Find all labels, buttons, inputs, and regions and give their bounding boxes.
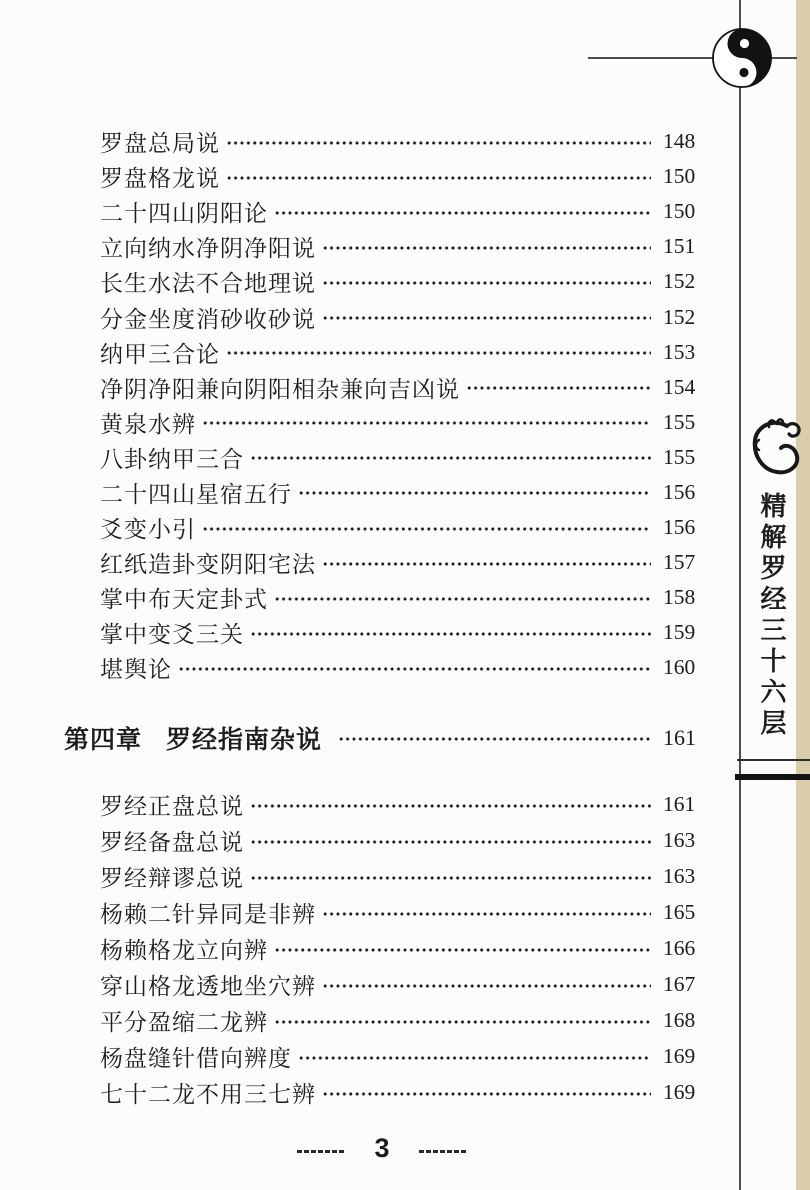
chapter-name: 罗经指南杂说 (166, 726, 323, 754)
dot-leader (250, 867, 651, 889)
toc-entry-row (64, 159, 705, 194)
toc-entry-row (64, 194, 705, 229)
toc-entry-row (64, 580, 705, 615)
toc-entry-row (64, 335, 705, 370)
dot-leader (226, 342, 651, 364)
dot-leader (338, 728, 651, 750)
dot-leader (466, 377, 651, 399)
toc-entry-page: 169 (663, 1044, 696, 1068)
toc-entry-title: 罗经备盘总说 (100, 830, 244, 855)
toc-entry-page: 169 (663, 1080, 696, 1104)
toc-entry-row (64, 1003, 705, 1039)
yinyang-icon (711, 27, 773, 94)
toc-entry-page: 153 (663, 339, 696, 364)
toc-entry-page: 161 (663, 792, 696, 816)
toc-entry-title: 七十二龙不用三七辨 (100, 1082, 316, 1107)
sidebar-thick-rule (735, 774, 810, 780)
dot-leader (202, 518, 651, 540)
toc-entry-page: 158 (663, 585, 696, 610)
toc-entry-page: 155 (663, 444, 696, 469)
toc-entry-title: 红纸造卦变阴阳宅法 (100, 552, 316, 578)
toc-entry-page: 159 (663, 620, 696, 645)
footer-dash-right (419, 1150, 467, 1153)
toc-entry-row (64, 787, 705, 823)
book-title-vertical: 精解罗经三十六层 (757, 492, 786, 740)
page-number: 3 (374, 1132, 390, 1163)
toc-entry-row (64, 931, 705, 967)
toc-entry-row (64, 299, 705, 334)
chapter-heading-row (64, 716, 705, 760)
toc-entry-title: 杨盘缝针借向辨度 (100, 1046, 292, 1071)
dot-leader (226, 167, 651, 189)
toc-entry-row (64, 510, 705, 545)
toc-entry-page: 156 (663, 479, 696, 504)
dragon-ornament-icon (749, 416, 803, 485)
dot-leader (250, 447, 651, 469)
dot-leader (322, 903, 651, 925)
toc-entry-title: 爻变小引 (100, 517, 196, 543)
toc-entry-page: 148 (663, 129, 696, 154)
toc-entry-title: 罗经正盘总说 (100, 794, 244, 819)
toc-entry-row (64, 264, 705, 299)
dot-leader (226, 132, 651, 154)
book-edge-strip (796, 0, 810, 1190)
toc-entry-title: 净阴净阳兼向阴阳相杂兼向吉凶说 (100, 376, 460, 402)
toc-entry-title: 罗盘总局说 (100, 131, 220, 157)
toc-entry-page: 168 (663, 1008, 696, 1032)
toc-entry-page: 151 (663, 234, 696, 259)
toc-section-1 (64, 124, 705, 686)
toc-entry-row (64, 859, 705, 895)
toc-entry-title: 穿山格龙透地坐穴辨 (100, 974, 316, 999)
toc-entry-page: 167 (663, 972, 696, 996)
toc-entry-row (64, 1075, 705, 1111)
toc-entry-row (64, 405, 705, 440)
toc-entry-title: 平分盈缩二龙辨 (100, 1010, 268, 1035)
toc-entry-page: 163 (663, 828, 696, 852)
toc-entry-title: 罗经辩谬总说 (100, 866, 244, 891)
toc-entry-row (64, 650, 705, 685)
toc-entry-row (64, 545, 705, 580)
toc-entry-row (64, 124, 705, 159)
table-of-contents (64, 124, 705, 1111)
chapter-page-number: 161 (663, 724, 696, 750)
toc-entry-title: 掌中变爻三关 (100, 622, 244, 648)
sidebar-thin-rule (737, 759, 810, 761)
dot-leader (322, 307, 651, 329)
toc-entry-page: 163 (663, 864, 696, 888)
toc-entry-page: 155 (663, 409, 696, 434)
toc-section-2 (64, 787, 705, 1111)
chapter-label: 第四章 (64, 726, 143, 754)
toc-entry-title: 杨赖二针异同是非辨 (100, 902, 316, 927)
toc-entry-row (64, 440, 705, 475)
dot-leader (274, 202, 651, 224)
toc-entry-page: 160 (663, 655, 696, 680)
toc-entry-row (64, 1039, 705, 1075)
toc-entry-title: 分金坐度消砂收砂说 (100, 306, 316, 332)
toc-entry-page: 166 (663, 936, 696, 960)
toc-entry-title: 八卦纳甲三合 (100, 446, 244, 472)
toc-entry-page: 156 (663, 515, 696, 540)
vertical-rule (739, 0, 741, 1190)
toc-entry-row (64, 895, 705, 931)
page-footer (297, 1132, 467, 1164)
toc-entry-title: 二十四山星宿五行 (100, 481, 292, 507)
dot-leader (322, 975, 651, 997)
footer-dash-left (297, 1150, 345, 1153)
toc-entry-title: 二十四山阴阳论 (100, 201, 268, 227)
toc-entry-page: 150 (663, 199, 696, 224)
dot-leader (250, 831, 651, 853)
dot-leader (298, 1047, 651, 1069)
toc-entry-page: 152 (663, 304, 696, 329)
toc-entry-row (64, 229, 705, 264)
toc-entry-page: 154 (663, 374, 696, 399)
toc-entry-page: 157 (663, 550, 696, 575)
toc-entry-row (64, 823, 705, 859)
toc-entry-row (64, 370, 705, 405)
toc-entry-title: 堪舆论 (100, 657, 172, 683)
toc-entry-page: 165 (663, 900, 696, 924)
toc-entry-title: 掌中布天定卦式 (100, 587, 268, 613)
toc-entry-title: 罗盘格龙说 (100, 166, 220, 192)
toc-entry-title: 黄泉水辨 (100, 411, 196, 437)
dot-leader (274, 1011, 651, 1033)
toc-entry-title: 立向纳水净阴净阳说 (100, 236, 316, 262)
dot-leader (202, 412, 651, 434)
dot-leader (274, 588, 651, 610)
dot-leader (250, 795, 651, 817)
dot-leader (178, 658, 651, 680)
toc-entry-title: 长生水法不合地理说 (100, 271, 316, 297)
toc-entry-title: 杨赖格龙立向辨 (100, 938, 268, 963)
toc-entry-row (64, 615, 705, 650)
chapter-title (64, 720, 322, 756)
dot-leader (322, 237, 651, 259)
toc-entry-title: 纳甲三合论 (100, 341, 220, 367)
toc-entry-page: 150 (663, 164, 696, 189)
toc-entry-page: 152 (663, 269, 696, 294)
dot-leader (274, 939, 651, 961)
toc-entry-row (64, 475, 705, 510)
dot-leader (322, 553, 651, 575)
toc-entry-row (64, 967, 705, 1003)
dot-leader (322, 1083, 651, 1105)
dot-leader (322, 272, 651, 294)
dot-leader (298, 482, 651, 504)
dot-leader (250, 623, 651, 645)
